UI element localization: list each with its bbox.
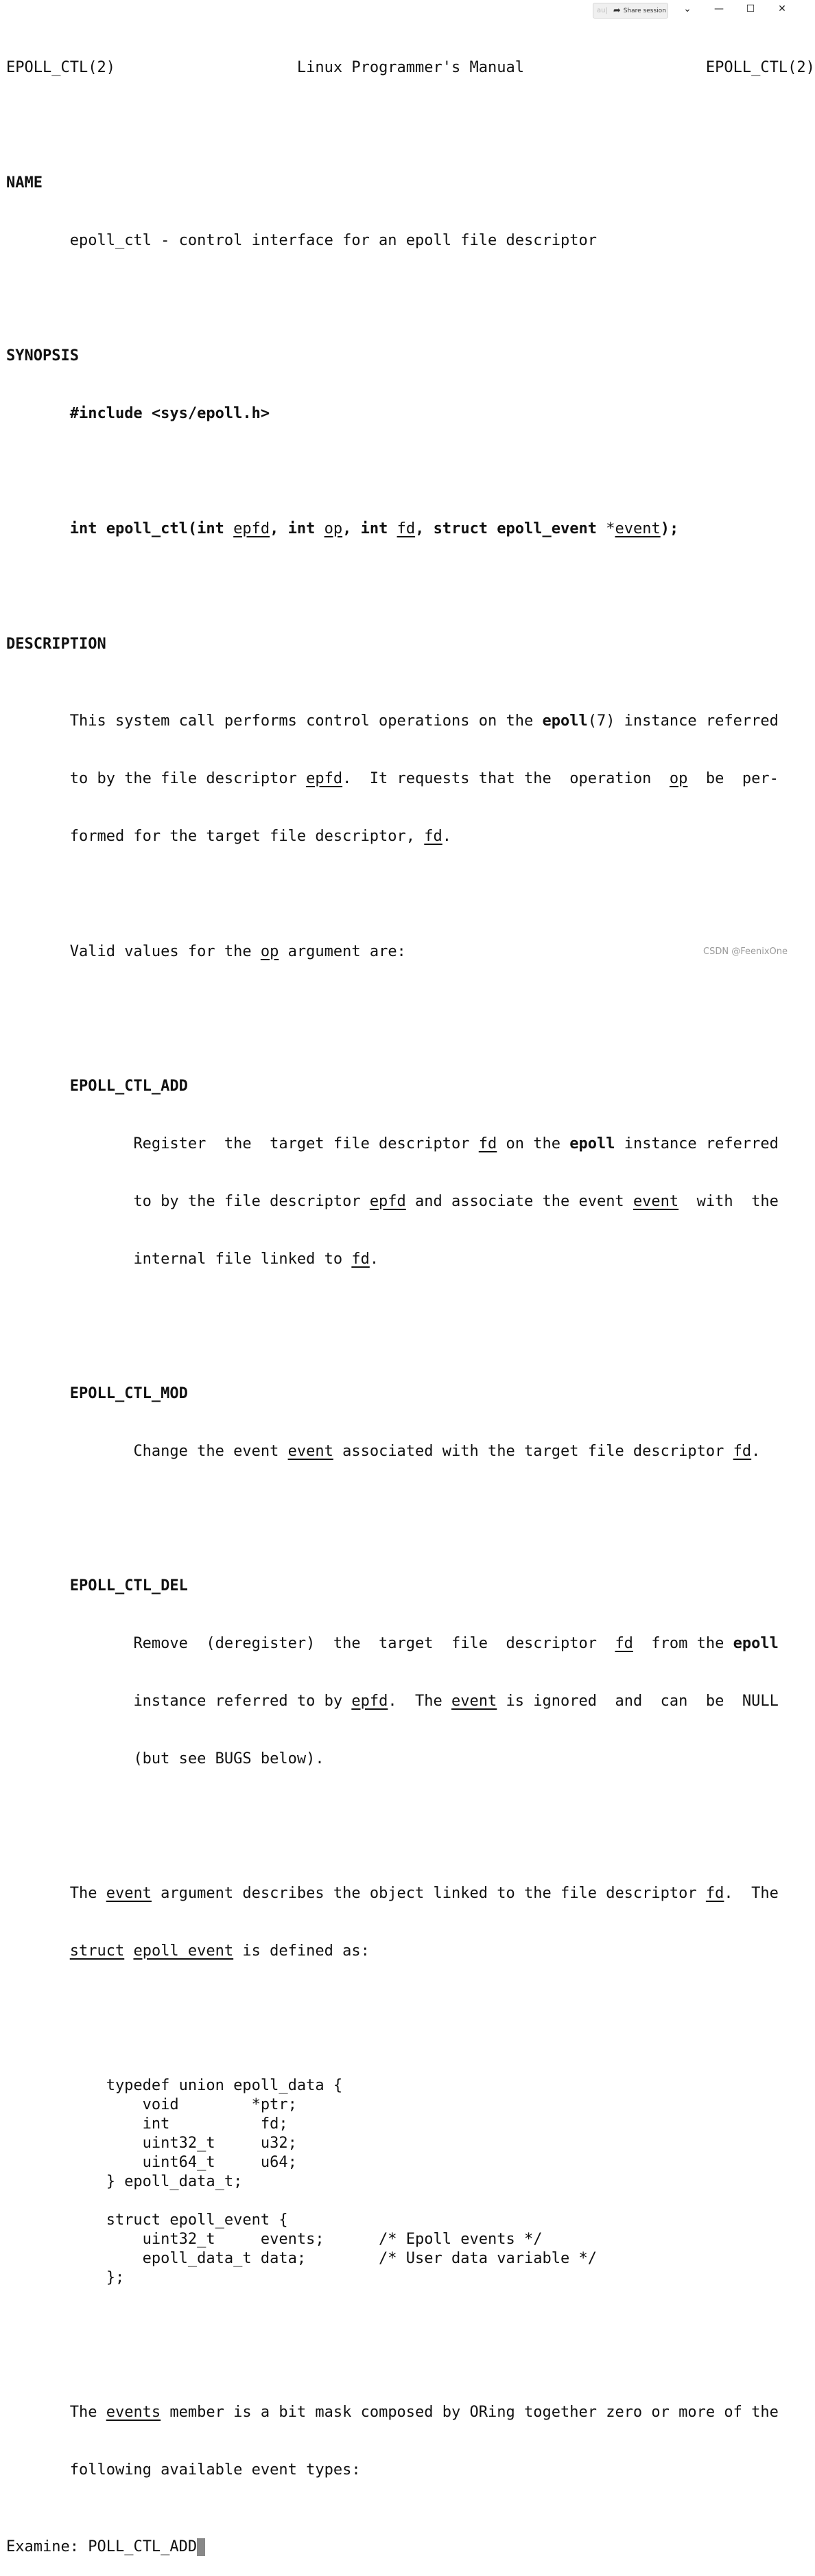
header-left: EPOLL_CTL(2)	[6, 59, 115, 76]
chevron-down-icon[interactable]: ⌄	[683, 3, 692, 14]
del-line2: instance referred to by epfd. The event is ignored and can be NULL	[133, 1693, 779, 1710]
section-description-heading: DESCRIPTION	[6, 636, 106, 653]
term-epoll-ctl-mod: EPOLL_CTL_MOD	[69, 1385, 188, 1402]
section-name-heading: NAME	[6, 174, 43, 192]
eventarg-line1: The event argument describes the object linked to the file descriptor fd. The	[69, 1885, 779, 1902]
header-center: Linux Programmer's Manual	[296, 59, 524, 76]
desc-para1-line2: to by the file descriptor epfd. It requests that the operation op be per‐	[69, 770, 779, 787]
examine-label: Examine:	[6, 2538, 88, 2555]
code-line: } epoll_data_t;	[6, 2173, 243, 2190]
del-line3: (but see BUGS below).	[133, 1750, 324, 1767]
code-line: void *ptr;	[6, 2096, 297, 2113]
watermark: CSDN @FeenixOne	[703, 947, 788, 957]
share-arrow-icon: ➦	[613, 5, 621, 16]
add-line1: Register the target file descriptor fd on the epoll instance referred	[133, 1135, 779, 1152]
man-header	[6, 58, 815, 78]
code-line: struct epoll_event {	[6, 2212, 288, 2229]
desc-para1-line3: formed for the target file descriptor, fd.	[69, 828, 452, 845]
eventarg-line2: struct epoll_event is defined as:	[69, 1942, 370, 1960]
desc-valid-values: Valid values for the op argument are:	[69, 943, 406, 960]
add-line2: to by the file descriptor epfd and associate the event event with the	[133, 1193, 779, 1210]
events-para-line2: following available event types:	[69, 2461, 361, 2479]
terminal-man-page	[6, 20, 815, 2576]
minimize-icon[interactable]: —	[714, 3, 724, 14]
examine-prompt[interactable]	[6, 2538, 792, 2557]
term-epoll-ctl-del: EPOLL_CTL_DEL	[69, 1577, 188, 1594]
header-right: EPOLL_CTL(2)	[705, 59, 815, 76]
code-line: epoll_data_t data; /* User data variable */	[6, 2250, 597, 2267]
examine-input[interactable]: POLL_CTL_ADD	[88, 2538, 198, 2555]
desc-para1-line1: This system call performs control operations on the epoll(7) instance referred	[69, 712, 779, 730]
code-line	[6, 2192, 792, 2211]
term-epoll-ctl-add: EPOLL_CTL_ADD	[69, 1078, 188, 1095]
code-line: uint32_t events; /* Epoll events */	[6, 2231, 543, 2248]
code-line: uint32_t u32;	[6, 2135, 297, 2152]
name-text: epoll_ctl - control interface for an epoll file descriptor	[69, 232, 597, 249]
close-icon[interactable]: ✕	[778, 3, 786, 14]
share-session-button[interactable]	[593, 3, 668, 19]
share-session-label: Share session	[623, 7, 666, 14]
section-synopsis-heading: SYNOPSIS	[6, 347, 79, 364]
synopsis-include: #include <sys/epoll.h>	[69, 405, 270, 422]
code-line: typedef union epoll_data {	[6, 2077, 343, 2094]
code-line: };	[6, 2269, 125, 2286]
code-line: uint64_t u64;	[6, 2154, 297, 2171]
au-indicator: au|	[597, 7, 608, 14]
events-para-line1: The events member is a bit mask composed by ORing together zero or more of the	[69, 2404, 779, 2421]
del-line1: Remove (deregister) the target file descriptor fd from the epoll	[133, 1635, 779, 1652]
maximize-icon[interactable]: ☐	[746, 3, 755, 14]
add-line3: internal file linked to fd.	[133, 1251, 379, 1268]
synopsis-prototype: int epoll_ctl(int epfd, int op, int fd, struct epoll_event *event);	[69, 520, 679, 537]
mod-line1: Change the event event associated with the target file descriptor fd.	[133, 1443, 761, 1460]
text-cursor	[197, 2538, 205, 2556]
code-line: int fd;	[6, 2115, 288, 2133]
code-block	[6, 2076, 792, 2288]
